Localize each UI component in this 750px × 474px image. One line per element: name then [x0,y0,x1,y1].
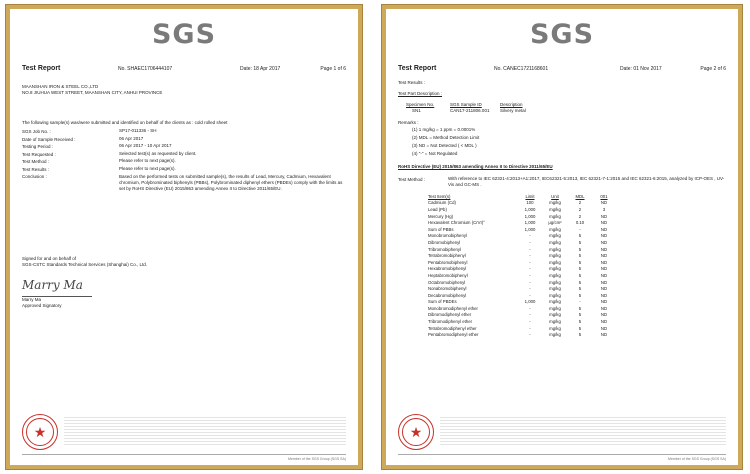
mdl-cell: 5 [578,266,582,272]
handwritten-signature: Marry Ma [22,278,83,292]
description-header: Description [500,102,523,107]
test-item: Monobromobiphenyl [428,233,467,239]
table-row [426,299,616,306]
mdl-header: MDL [575,193,585,199]
table-row [426,219,616,226]
test-item: Tribromodiphenyl ether [428,319,473,325]
mdl-cell: 5 [578,272,582,278]
field-row [22,173,346,192]
table-row [426,226,616,233]
table-row [426,285,616,292]
terms-footer [398,413,726,451]
result-cell: ND [600,299,608,305]
result-cell: ND [600,266,608,272]
remark-item: (3) ND = Not Detected ( < MDL ) [412,143,477,148]
unit-cell: mg/kg [549,319,561,325]
remark-item: (2) MDL = Method Detection Limit [412,135,480,140]
result-cell: ND [600,239,608,245]
result-cell: ND [600,312,608,318]
limit-cell: - [529,239,531,245]
test-item: Monobromodiphenyl ether [428,305,478,311]
terms-footer [22,413,346,451]
field-value: SP17-011336 - SH [119,128,157,133]
intro-text: The following sample(s) was/were submitted and identified on behalf of the clients as : cold rolled sheet [22,120,228,125]
field-value: Based on the performed tests on submitted sample(s), the results of Lead, Mercury, Cadmium, Hexavalent chromium, Polybrominated biphenyls (PBBs), Polybrominated diphenyl ethers (PBDEs) comply with the limits as set by RoHS Directive (EU) 2015/863 amending Annex II to Directive 2011/65/EU. [119,174,343,191]
table-row [426,213,616,220]
limit-header: Limit [525,193,535,199]
field-label: Conclusion : [22,174,47,179]
result-cell: 3 [602,206,606,212]
fine-print [64,417,346,447]
unit-header: Unit [551,193,559,199]
mdl-cell: 5 [578,239,582,245]
result-cell: ND [600,226,608,232]
unit-cell: mg/kg [549,226,561,232]
table-row [426,272,616,279]
unit-cell: mg/kg [549,239,561,245]
test-method-text: With reference to IEC 62321-4:2013+A1:2017, IEC62321-5:2013, IEC 62321-7-1:2015 and IEC 62321-6:2015, analyzed by ICP-OES , UV-Vis and GC-MS . [448,176,725,187]
mdl-cell: 0.10 [575,220,585,226]
specimen-row [406,108,726,114]
limit-cell: - [529,319,531,325]
field-row [22,136,346,144]
result-cell: ND [600,200,608,206]
result-cell: ND [600,233,608,239]
sgs-logo: SGS [529,19,595,50]
unit-cell: μg/cm² [548,220,562,226]
field-value: 06 Apr 2017 - 10 Apr 2017 [119,143,172,148]
mdl-cell: 5 [578,325,582,331]
limit-cell: - [529,305,531,311]
limit-cell: - [529,266,531,272]
result-cell: ND [600,286,608,292]
limit-cell: 1,000 [524,206,536,212]
sample-001-header: 001 [600,193,608,199]
mdl-cell: 5 [578,312,582,318]
result-cell: ND [600,292,608,298]
result-cell: ND [600,319,608,325]
unit-cell: mg/kg [549,279,561,285]
results-body [426,200,616,338]
test-item: Dibromodiphenyl ether [428,312,472,318]
limit-cell: - [529,246,531,252]
test-method-row [398,176,726,188]
result-cell: ND [600,332,608,338]
unit-cell: mg/kg [549,312,561,318]
limit-cell: - [529,292,531,298]
test-item: Cadmium (Cd) [428,200,456,206]
table-row [426,305,616,312]
results-table [426,193,616,338]
limit-cell: 1,000 [524,220,536,226]
unit-cell: mg/kg [549,259,561,265]
signatory-name: Marry Ma [22,297,41,302]
description: Silvery metal [500,108,526,113]
table-row [426,206,616,213]
test-item: Pentabromobiphenyl [428,259,468,265]
field-value: 06 Apr 2017 [119,135,144,141]
mdl-cell: 2 [578,213,582,219]
remarks-title: Remarks : [398,120,419,125]
unit-cell: mg/kg [549,246,561,252]
table-row [426,279,616,286]
signed-company: SGS-CSTC Standards Technical Services (Shanghai) Co., Ltd. [22,262,147,267]
mdl-cell: 5 [578,286,582,292]
unit-cell: mg/kg [549,286,561,292]
left-page-frame [5,4,363,470]
test-item: Lead (Pb) [428,206,447,212]
field-value: Selected test(s) as requested by client. [119,150,197,156]
unit-cell: mg/kg [549,272,561,278]
unit-cell: mg/kg [549,325,561,331]
sgs-logo: SGS [151,19,217,50]
limit-cell: - [529,233,531,239]
mdl-cell: 5 [578,253,582,259]
report-header [22,65,346,72]
table-row [426,318,616,325]
field-row [22,151,346,159]
mdl-cell: 5 [578,259,582,265]
star-seal-icon: ★ [22,414,58,450]
field-label: Test Method : [22,159,50,164]
mdl-cell: 2 [578,206,582,212]
test-item: Tetrabromobiphenyl [428,253,466,259]
test-results-label: Test Results : [398,80,426,85]
remark-item: (4) "-" = Not Regulated [412,151,458,156]
right-page-frame [381,4,743,470]
field-value: Please refer to next page(s). [119,158,176,163]
mdl-cell: - [579,226,581,232]
specimen-no: SN1 [412,108,421,113]
unit-cell: mg/kg [549,206,561,212]
left-page [10,9,358,465]
report-date: Date: 18 Apr 2017 [240,66,281,72]
signed-for-text: Signed for and on behalf of [22,256,77,261]
test-item: Sum of PBBs [428,226,454,232]
table-row [426,252,616,259]
result-cell: ND [600,279,608,285]
member-text: Member of the SGS Group (SGS SA) [288,457,346,461]
report-title: Test Report [398,65,437,72]
test-method-label: Test Method : [398,177,426,182]
table-row [426,331,616,338]
table-row [426,266,616,273]
unit-cell: mg/kg [549,305,561,311]
field-row [22,166,346,174]
field-label: SGS Job No. : [22,129,51,134]
test-item: Decabromobiphenyl [428,292,467,298]
limit-cell: 100 [526,200,534,206]
limit-cell: - [529,325,531,331]
mdl-cell: 5 [578,319,582,325]
page-number: Page 2 of 6 [700,66,726,72]
mdl-cell: 5 [578,246,582,252]
limit-cell: 1,000 [524,226,536,232]
table-row [426,312,616,319]
result-cell: ND [600,213,608,219]
bottom-line [398,454,726,461]
star-seal-icon: ★ [398,414,434,450]
limit-cell: - [529,272,531,278]
field-label: Date of Sample Received : [22,136,76,142]
right-page [386,9,738,465]
test-item: Nonabromobiphenyl [428,286,467,292]
test-item: Octabromobiphenyl [428,279,466,285]
field-value: Please refer to next page(s). [119,165,176,171]
field-row [22,143,346,151]
field-label: Testing Period : [22,144,54,149]
table-row [426,239,616,246]
report-date: Date: 01 Nov 2017 [620,66,662,72]
report-title: Test Report [22,65,61,72]
limit-cell: 1,000 [524,213,536,219]
company-name: MAANSHAN IRON & STEEL CO.,LTD [22,84,99,89]
field-row [22,158,346,166]
result-cell: ND [600,246,608,252]
test-item: Tetrabromodiphenyl ether [428,325,477,331]
result-cell: ND [600,272,608,278]
mdl-cell: 5 [578,305,582,311]
directive-title: RoHS Directive (EU) 2015/863 amending Annex II to Directive 2011/65/EU [398,164,553,169]
specimen-no-header: Specimen No. [406,102,435,107]
table-row [426,200,616,207]
unit-cell: mg/kg [549,266,561,272]
limit-cell: - [529,253,531,259]
table-row [426,325,616,332]
limit-cell: - [529,279,531,285]
report-number: No. CANEC1721168601 [494,66,549,72]
part-description-label: Test Part Description : [398,91,443,96]
member-text: Member of the SGS Group (SGS SA) [668,457,726,461]
table-row [426,233,616,240]
result-cell: ND [600,325,608,331]
limit-cell: - [529,286,531,292]
limit-cell: 1,000 [524,299,536,305]
result-cell: ND [600,305,608,311]
limit-cell: - [529,312,531,318]
unit-cell: mg/kg [549,200,561,206]
mdl-cell: 5 [578,292,582,298]
limit-cell: - [529,332,531,338]
signatory-title: Approved Signatory [22,303,62,308]
company-address: NO.8 JIUHUA WEST STREET, MAANSHAN CITY, ANHUI PROVINCE [22,90,163,95]
bottom-line [22,454,346,461]
report-fields [22,128,346,192]
mdl-cell: - [579,299,581,305]
fine-print [440,417,726,447]
unit-cell: mg/kg [549,213,561,219]
test-item: Hexabromobiphenyl [428,266,467,272]
limit-cell: - [529,259,531,265]
field-row [22,128,346,136]
mdl-cell: 5 [578,279,582,285]
unit-cell: mg/kg [549,233,561,239]
test-item: Hexavalent Chromium (CrVI)° [428,220,485,226]
field-label: Test Results : [22,166,50,172]
mdl-cell: 5 [578,332,582,338]
test-item: Mercury (Hg) [428,213,454,219]
table-row [426,292,616,299]
result-cell: ND [600,220,608,226]
report-header [398,65,726,72]
mdl-cell: 5 [578,233,582,239]
test-item: Pentabromodiphenyl ether [428,332,479,338]
test-item-header: Test Item(s) [428,193,451,199]
unit-cell: mg/kg [549,332,561,338]
report-number: No. SHAEC1706444107 [118,66,173,72]
unit-cell: mg/kg [549,299,561,305]
table-row [426,259,616,266]
test-item: Tribromobiphenyl [428,246,462,252]
mdl-cell: 2 [578,200,582,206]
field-label: Test Requested : [22,151,56,157]
table-header-row [426,193,616,200]
test-item: Heptabromobiphenyl [428,272,468,278]
test-item: Sum of PBDEs [428,299,457,305]
table-row [426,246,616,253]
unit-cell: mg/kg [549,253,561,259]
remark-item: (1) 1 mg/kg = 1 ppm = 0.0001% [412,127,476,132]
result-cell: ND [600,253,608,259]
result-cell: ND [600,259,608,265]
sgs-sample-id-header: SGS Sample ID [450,102,482,107]
unit-cell: mg/kg [549,292,561,298]
test-item: Dibromobiphenyl [428,239,461,245]
page-number: Page 1 of 6 [320,66,346,72]
sgs-sample-id: CAN17-211806.001 [450,108,490,113]
